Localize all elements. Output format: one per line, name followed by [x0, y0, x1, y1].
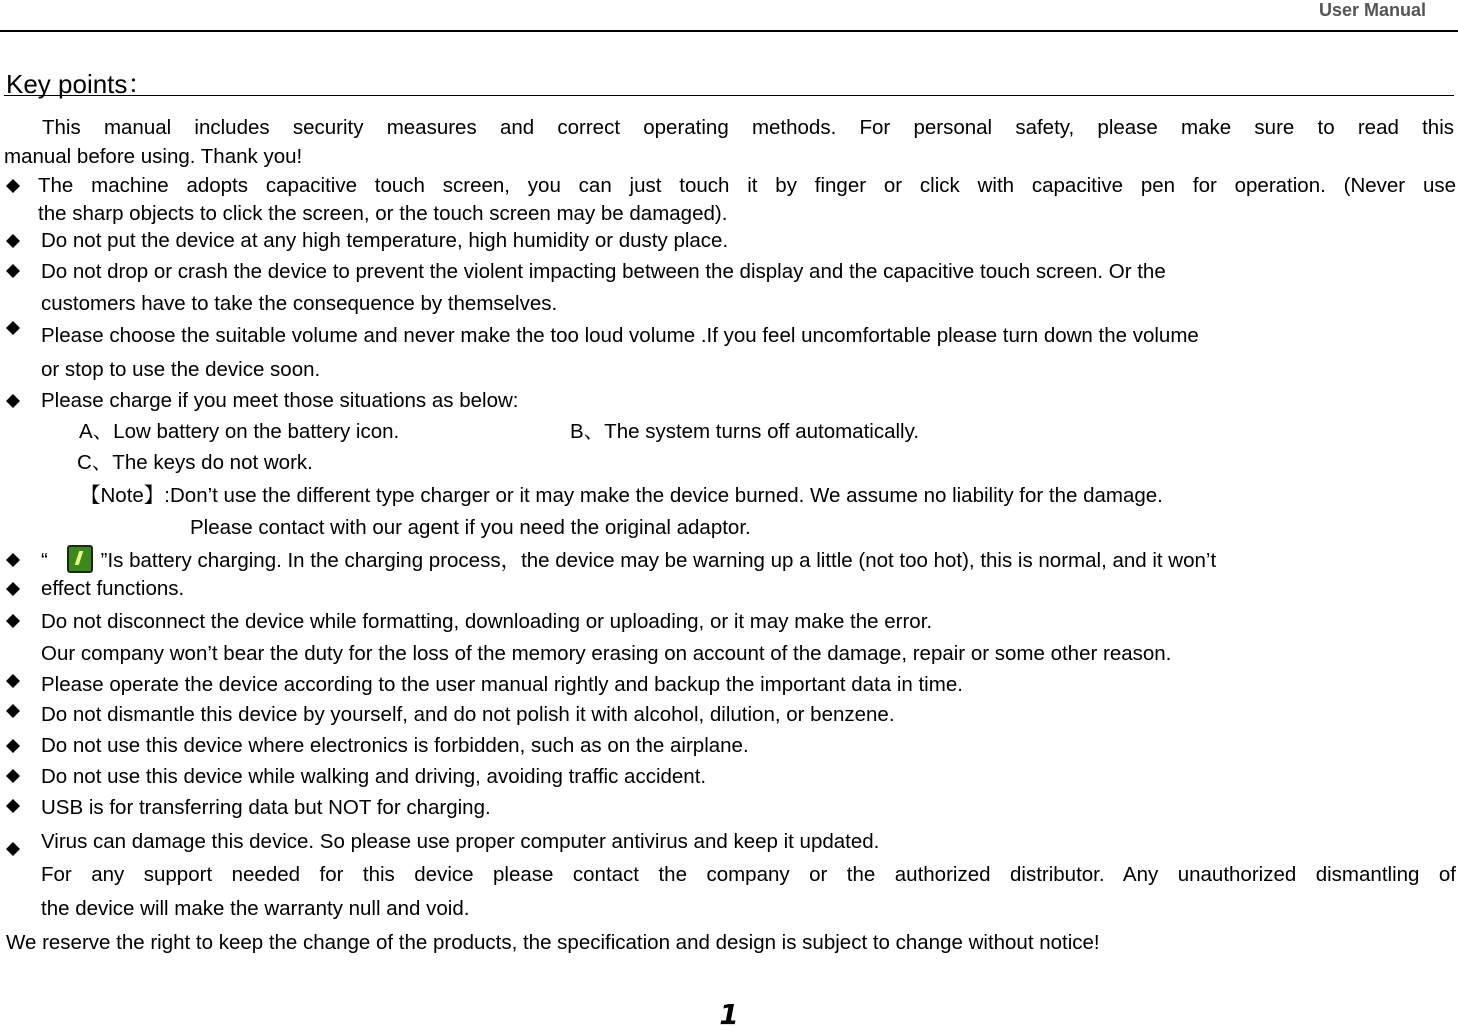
battery-charging-text: ”Is battery charging. In the charging process，the device may be warning up a little (not too hot), this is normal, and it won’t [100, 549, 1217, 572]
drop-warning-line-2: customers have to take the consequence by themselves. [41, 292, 558, 315]
diamond-bullet-icon [5, 673, 21, 689]
diamond-bullet-icon [5, 703, 21, 719]
touch-screen-line-2: the sharp objects to click the screen, or the touch screen may be damaged). [38, 202, 728, 225]
diamond-bullet-icon [5, 841, 21, 857]
diamond-bullet-icon [5, 738, 21, 754]
usb-note: USB is for transferring data but NOT for charging. [41, 796, 491, 819]
diamond-bullet-icon [5, 263, 21, 279]
dismantle-warning: Do not dismantle this device by yourself, and do not polish it with alcohol, dilution, or benzene. [41, 703, 895, 726]
header-title: User Manual [1318, 0, 1426, 20]
heat-warning: Do not put the device at any high temperature, high humidity or dusty place. [41, 229, 729, 252]
charger-note-line-2: Please contact with our agent if you need the original adaptor. [190, 516, 751, 539]
charge-intro: Please charge if you meet those situations as below: [41, 389, 519, 412]
airplane-warning: Do not use this device where electronics is forbidden, such as on the airplane. [41, 734, 749, 757]
charge-case-c: C、The keys do not work. [77, 451, 313, 474]
volume-warning-line-1: Please choose the suitable volume and never make the too loud volume .If you feel uncomfortable please turn down the volume [41, 324, 1199, 347]
battery-charging-icon [67, 545, 93, 573]
battery-charging-line-1 [41, 545, 1216, 573]
page-header [0, 0, 1458, 32]
charge-case-b: B、The system turns off automatically. [570, 420, 920, 443]
support-line-1: For any support needed for this device please contact the company or the authorized distributor. Any unauthorized dismantling of [41, 863, 1456, 886]
diamond-bullet-icon [5, 798, 21, 814]
diamond-bullet-icon [5, 233, 21, 249]
key-points-rule [4, 95, 1454, 96]
diamond-bullet-icon [5, 552, 21, 568]
support-line-2: the device will make the warranty null and void. [41, 897, 470, 920]
charger-note-line-1: 【Note】:Don’t use the different type charger or it may make the device burned. We assume no liability for the damage. [80, 484, 1163, 507]
volume-warning-line-2: or stop to use the device soon. [41, 358, 321, 381]
diamond-bullet-icon [5, 581, 21, 597]
touch-screen-line-1: The machine adopts capacitive touch screen, you can just touch it by finger or click with capacitive pen for operation. (Never use [38, 174, 1456, 197]
diamond-bullet-icon [5, 393, 21, 409]
open-quote: “ [41, 549, 48, 572]
disconnect-warning: Do not disconnect the device while formatting, downloading or uploading, or it may make the error. [41, 610, 933, 633]
battery-charging-line-2: effect functions. [41, 577, 185, 600]
diamond-bullet-icon [5, 613, 21, 629]
key-points-title: Key points： [6, 69, 154, 99]
drop-warning-line-1: Do not drop or crash the device to prevent the violent impacting between the display and the capacitive touch screen. Or the [41, 260, 1166, 283]
page-number: 1 [719, 998, 739, 1031]
intro-line-2: manual before using. Thank you! [4, 145, 303, 168]
intro-line-1: This manual includes security measures and correct operating methods. For personal safety, please make sure to read this [42, 116, 1454, 139]
walking-warning: Do not use this device while walking and driving, avoiding traffic accident. [41, 765, 707, 788]
diamond-bullet-icon [5, 768, 21, 784]
charge-case-a: A、Low battery on the battery icon. [79, 420, 400, 443]
operate-instruction: Please operate the device according to the user manual rightly and backup the important data in time. [41, 673, 963, 696]
diamond-bullet-icon [5, 320, 21, 336]
virus-warning: Virus can damage this device. So please use proper computer antivirus and keep it updated. [41, 830, 880, 853]
footer-notice: We reserve the right to keep the change of the products, the specification and design is subject to change without notice! [6, 931, 1100, 954]
company-disclaimer: Our company won’t bear the duty for the loss of the memory erasing on account of the damage, repair or some other reason. [41, 642, 1172, 665]
diamond-bullet-icon [5, 178, 21, 194]
